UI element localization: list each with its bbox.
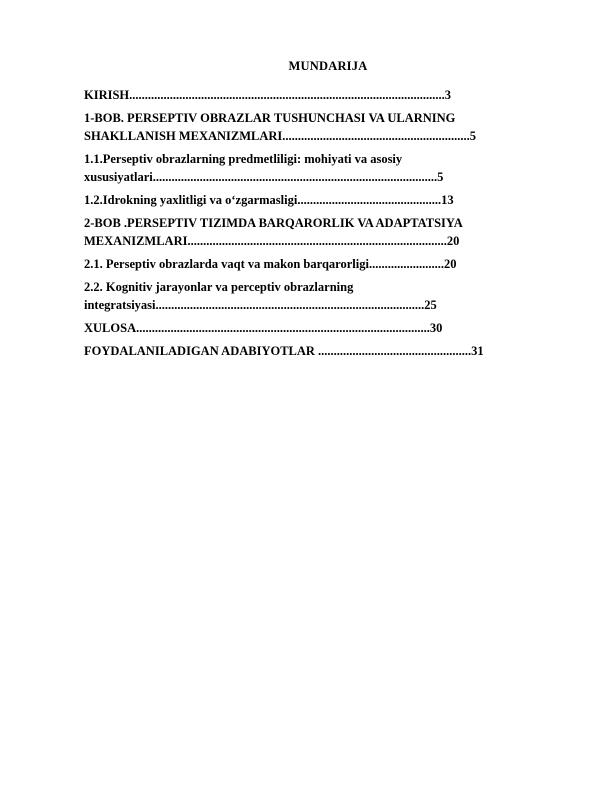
toc-entry-line: integratsiyasi......................................................................................25 [84,298,437,312]
toc-entry-line: SHAKLLANISH MEXANIZMLARI............................................................5 [84,129,477,143]
toc-entry-line: 1-BOB. PERSEPTIV OBRAZLAR TUSHUNCHASI VA ULARNING [84,111,456,125]
toc-entry-line: xususiyatlari...........................................................................................5 [84,170,444,184]
toc-entry-line: 2.1. Perseptiv obrazlarda vaqt va makon barqarorligi........................20 [84,257,457,271]
toc-entry-chapter-2 [84,214,544,250]
toc-entry-line: MEXANIZMLARI...................................................................................20 [84,234,460,248]
toc-entry-section-1-1 [84,150,544,186]
toc-entry-bibliography [84,342,544,360]
toc-entry-line: 2-BOB .PERSEPTIV TIZIMDA BARQARORLIK VA ADAPTATSIYA [84,216,463,230]
toc-entry-section-2-1 [84,255,544,273]
toc-entry-line: FOYDALANILADIGAN ADABIYOTLAR .................................................31 [84,344,484,358]
table-of-contents [84,86,544,365]
toc-entry-line: KIRISH.....................................................................................................3 [84,88,452,102]
toc-entry-line: 2.2. Kognitiv jarayonlar va perceptiv obrazlarning [84,280,354,294]
toc-entry-line: 1.2.Idrokning yaxlitligi va o‘zgarmasligi..............................................13 [84,193,454,207]
page-title: MUNDARIJA [288,59,368,73]
toc-entry-section-1-2 [84,191,544,209]
toc-entry-chapter-1 [84,109,544,145]
toc-entry-kirish [84,86,544,104]
toc-entry-line: 1.1.Perseptiv obrazlarning predmetliligi: mohiyati va asosiy [84,152,403,166]
toc-entry-section-2-2 [84,278,544,314]
toc-entry-xulosa [84,319,544,337]
toc-entry-line: XULOSA..............................................................................................30 [84,321,443,335]
